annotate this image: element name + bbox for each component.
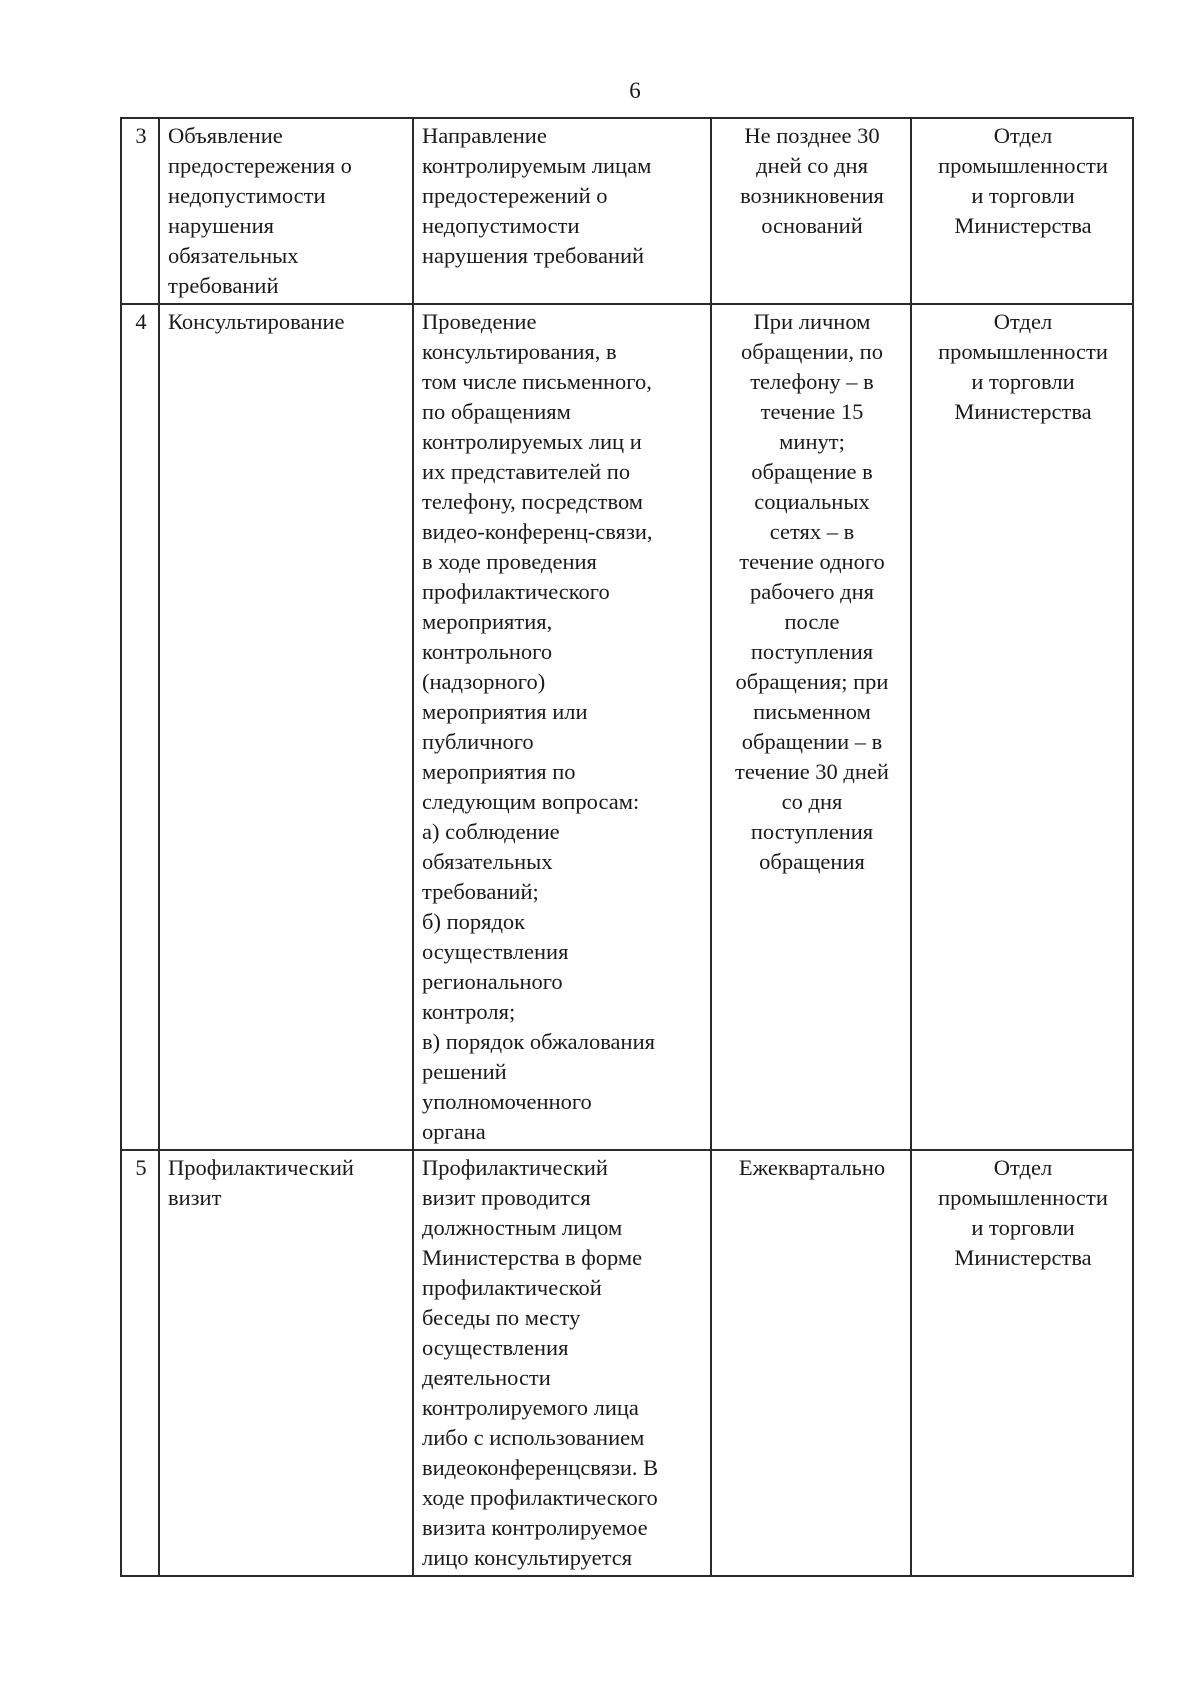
cell-text-line: Отдел bbox=[993, 123, 1053, 148]
cell-text-line: органа bbox=[422, 1119, 486, 1144]
cell-text-line: обращении – в bbox=[741, 729, 883, 754]
cell-text-line: в ходе проведения bbox=[422, 549, 597, 574]
cell-text-line: уполномоченного bbox=[422, 1089, 592, 1114]
cell-text-line: нарушения требований bbox=[422, 243, 645, 268]
cell-text-line: Отдел bbox=[993, 309, 1053, 334]
cell-text-line: в) порядок обжалования bbox=[422, 1029, 655, 1054]
cell-text-line: При личном bbox=[753, 309, 871, 334]
cell-text-line: и торговли bbox=[971, 1215, 1075, 1240]
cell-text-line: обязательных bbox=[422, 849, 553, 874]
cell-text-line: визита контролируемое bbox=[422, 1515, 648, 1540]
cell-text-line: видеоконференцсвязи. В bbox=[422, 1455, 659, 1480]
cell-text-line: Консультирование bbox=[168, 309, 345, 334]
measures-table bbox=[120, 117, 1134, 1577]
cell-text-line: обращение в bbox=[751, 459, 873, 484]
cell-text-line: Профилактический bbox=[168, 1155, 354, 1180]
cell-text-line: обращения bbox=[759, 849, 865, 874]
cell-text-line: регионального bbox=[422, 969, 563, 994]
cell-text-line: рабочего дня bbox=[749, 579, 875, 604]
cell-text-line: предостережения о bbox=[168, 153, 352, 178]
measure-name-cell bbox=[159, 1150, 413, 1576]
measure-name-cell bbox=[159, 304, 413, 1150]
cell-text-line: визит bbox=[168, 1185, 222, 1210]
row-number-cell: 5 bbox=[121, 1150, 159, 1576]
cell-text-line: Министерства bbox=[954, 213, 1092, 238]
cell-text-line: осуществления bbox=[422, 939, 569, 964]
measure-term-cell bbox=[711, 304, 911, 1150]
cell-text-line: дней со дня bbox=[756, 153, 868, 178]
cell-text-line: Министерства в форме bbox=[422, 1245, 643, 1270]
cell-text-line: либо с использованием bbox=[422, 1425, 645, 1450]
cell-text-line: Ежеквартально bbox=[738, 1155, 886, 1180]
cell-text-line: профилактического bbox=[422, 579, 610, 604]
measure-description-cell bbox=[413, 304, 711, 1150]
table-row bbox=[121, 118, 1133, 304]
cell-text-line: видео-конференц-связи, bbox=[422, 519, 653, 544]
cell-text-line: следующим вопросам: bbox=[422, 789, 640, 814]
cell-text-line: обращении, по bbox=[741, 339, 883, 364]
cell-text-line: беседы по месту bbox=[422, 1305, 581, 1330]
cell-text-line: после bbox=[784, 609, 840, 634]
cell-text-line: Проведение bbox=[422, 309, 537, 334]
cell-text-line: б) порядок bbox=[422, 909, 526, 934]
cell-text-line: течение 15 bbox=[760, 399, 864, 424]
measure-description-cell bbox=[413, 118, 711, 304]
cell-text-line: недопустимости bbox=[168, 183, 326, 208]
cell-text-line: лицо консультируется bbox=[422, 1545, 633, 1570]
cell-text-line: предостережений о bbox=[422, 183, 608, 208]
cell-text-line: промышленности bbox=[938, 1185, 1108, 1210]
cell-text-line: Министерства bbox=[954, 1245, 1092, 1270]
cell-text-line: визит проводится bbox=[422, 1185, 591, 1210]
cell-text-line: телефону, посредством bbox=[422, 489, 644, 514]
cell-text-line: контрольного bbox=[422, 639, 553, 664]
responsible-cell bbox=[911, 118, 1133, 304]
cell-text-line: контролируемого лица bbox=[422, 1395, 639, 1420]
measure-name-cell bbox=[159, 118, 413, 304]
cell-text-line: решений bbox=[422, 1059, 507, 1084]
cell-text-line: и торговли bbox=[971, 369, 1075, 394]
cell-text-line: течение одного bbox=[739, 549, 885, 574]
cell-text-line: нарушения bbox=[168, 213, 274, 238]
table-row bbox=[121, 304, 1133, 1150]
table-row bbox=[121, 1150, 1133, 1576]
cell-text-line: поступления bbox=[750, 639, 874, 664]
cell-text-line: консультирования, в bbox=[422, 339, 617, 364]
cell-text-line: по обращениям bbox=[422, 399, 571, 424]
cell-text-line: контролируемых лиц и bbox=[422, 429, 642, 454]
cell-text-line: а) соблюдение bbox=[422, 819, 560, 844]
cell-text-line: оснований bbox=[761, 213, 863, 238]
cell-text-line: телефону – в bbox=[750, 369, 874, 394]
cell-text-line: контролируемым лицам bbox=[422, 153, 652, 178]
cell-text-line: требований; bbox=[422, 879, 539, 904]
cell-text-line: минут; bbox=[779, 429, 845, 454]
cell-text-line: Не позднее 30 bbox=[744, 123, 880, 148]
cell-text-line: должностным лицом bbox=[422, 1215, 623, 1240]
cell-text-line: поступления bbox=[750, 819, 874, 844]
cell-text-line: Направление bbox=[422, 123, 547, 148]
cell-text-line: сетях – в bbox=[769, 519, 855, 544]
cell-text-line: Объявление bbox=[168, 123, 283, 148]
cell-text-line: мероприятия или bbox=[422, 699, 588, 724]
cell-text-line: профилактической bbox=[422, 1275, 602, 1300]
cell-text-line: течение 30 дней bbox=[735, 759, 889, 784]
cell-text-line: Отдел bbox=[993, 1155, 1053, 1180]
cell-text-line: их представителей по bbox=[422, 459, 631, 484]
cell-text-line: том числе письменного, bbox=[422, 369, 652, 394]
cell-text-line: обращения; при bbox=[735, 669, 889, 694]
responsible-cell bbox=[911, 304, 1133, 1150]
row-number-cell: 3 bbox=[121, 118, 159, 304]
page-number: 6 bbox=[629, 78, 641, 103]
cell-text-line: требований bbox=[168, 273, 279, 298]
cell-text-line: (надзорного) bbox=[422, 669, 546, 694]
cell-text-line: деятельности bbox=[422, 1365, 551, 1390]
row-number-cell: 4 bbox=[121, 304, 159, 1150]
cell-text-line: Министерства bbox=[954, 399, 1092, 424]
cell-text-line: осуществления bbox=[422, 1335, 569, 1360]
cell-text-line: и торговли bbox=[971, 183, 1075, 208]
cell-text-line: Профилактический bbox=[422, 1155, 608, 1180]
cell-text-line: обязательных bbox=[168, 243, 299, 268]
cell-text-line: контроля; bbox=[422, 999, 516, 1024]
measure-term-cell bbox=[711, 1150, 911, 1576]
cell-text-line: мероприятия, bbox=[422, 609, 553, 634]
cell-text-line: мероприятия по bbox=[422, 759, 576, 784]
responsible-cell bbox=[911, 1150, 1133, 1576]
cell-text-line: недопустимости bbox=[422, 213, 580, 238]
cell-text-line: промышленности bbox=[938, 339, 1108, 364]
measure-term-cell bbox=[711, 118, 911, 304]
cell-text-line: со дня bbox=[781, 789, 843, 814]
cell-text-line: письменном bbox=[753, 699, 871, 724]
cell-text-line: ходе профилактического bbox=[422, 1485, 658, 1510]
cell-text-line: социальных bbox=[754, 489, 870, 514]
cell-text-line: возникновения bbox=[740, 183, 884, 208]
cell-text-line: публичного bbox=[422, 729, 534, 754]
measure-description-cell bbox=[413, 1150, 711, 1576]
cell-text-line: промышленности bbox=[938, 153, 1108, 178]
